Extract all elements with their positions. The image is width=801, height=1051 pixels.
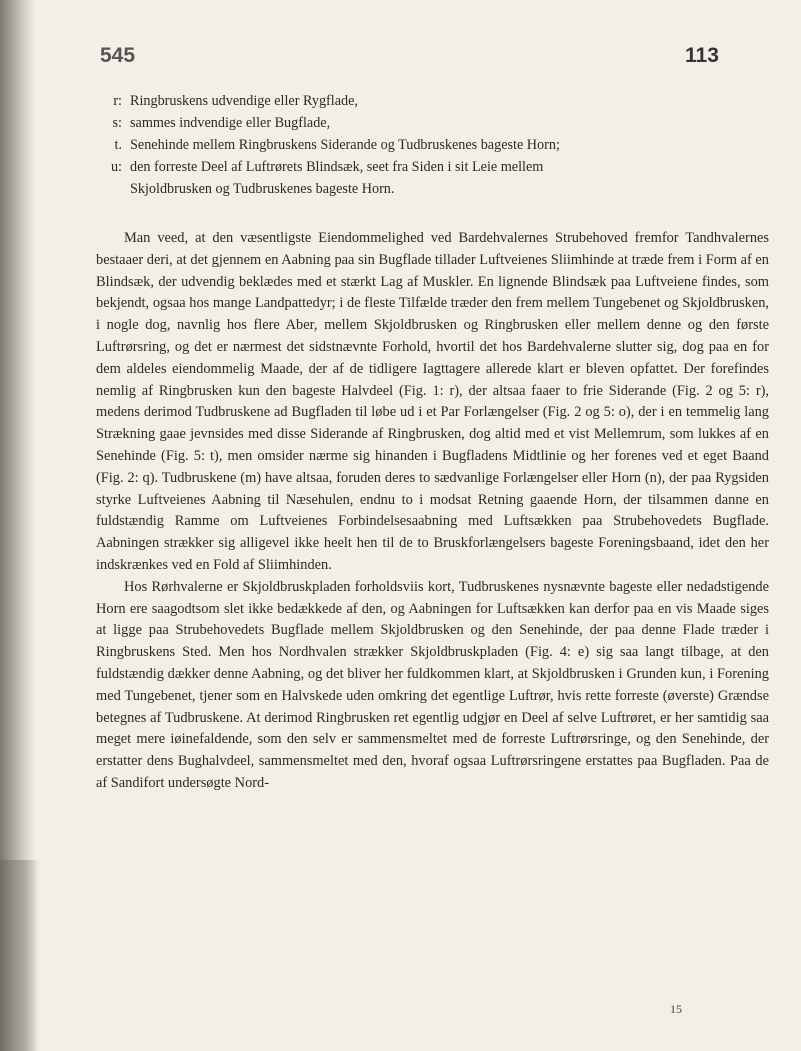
legend-text: den forreste Deel af Luftrørets Blindsæk, seet fra Siden i sit Leie mellem [130, 159, 544, 175]
legend-text: Senehinde mellem Ringbruskens Siderande og Tudbruskenes bageste Horn; [130, 137, 560, 153]
legend-key: s: [112, 115, 122, 131]
legend-item [96, 90, 760, 112]
legend-item [96, 134, 760, 156]
legend-key: r: [113, 93, 122, 109]
legend-continuation: Skjoldbrusken og Tudbruskenes bageste Horn. [130, 181, 395, 197]
legend-key: u: [110, 159, 122, 175]
legend-item [96, 112, 760, 134]
paragraph: Hos Rørhvalerne er Skjoldbruskpladen forholdsviis kort, Tudbruskenes nysnævnte bageste eller nedadstigende Horn ere saagodtsom slet ikke bedækkede af den, og Aabningen for Luftsækken kan derfor paa en vis Maade siges at ligge paa Strubehovedets Bugflade mellem Skjoldbrusken og den Senehinde, der paa denne Flade træder i Ringbruskens Sted. Men hos Nordhvalen strækker Skjoldbruskpladen (Fig. 4: e) sig saa langt tilbage, at den fuldstændig dækker denne Aabning, og det bliver her fuldkommen klart, at Skjoldbrusken i Grunden kun, i Forening med Tungebenet, tjener som en Halvskede uden omkring det egentlige Luftrør, hvis rette forreste (øverste) Grændse betegnes af Tudbruskene. At derimod Ringbrusken ret egentlig udgjør en Deel af selve Luftrøret, er her samtidig saa meget mere iøinefaldende, som den selv er sammensmeltet med de forreste Luftrørsringe, og den Senehinde, der erstatter dens Bughalvdeel, sammensmeltet med den, hvoraf ogsaa Luftrørsringene erstattes paa Bugfladen. Paa de af Sandifort undersøgte Nord- [96, 578, 769, 791]
body-text [96, 228, 769, 795]
legend-item [96, 156, 760, 178]
paragraph: Man veed, at den væsentligste Eiendommelighed ved Bardehvalernes Strubehoved fremfor Tandhvalernes bestaaer deri, at det gjennem en Aabning paa sin Bugflade tillader Luftveienes Sliimhinde at træde frem i Form af en Blindsæk, der udvendig beklædes med et stærkt Lag af Muskler. En lignende Blindsæk paa Luftveiene findes, som bekjendt, ogsaa hos mange Landpattedyr; i de fleste Tilfælde træder den frem mellem Tungebenet og Skjoldbrusken, i nogle dog, navnlig hos flere Aber, mellem Skjoldbrusken og Ringbrusken eller mellem denne og den første Luftrørsring, og det er nærmest det sidstnævnte Forhold, hvortil det hos Bardehvalerne slutter sig, dog paa en for dem aldeles eiendommelig Maade, der af de tidligere Iagttagere allerede klart er bleven opfattet. Der forefindes nemlig af Ringbrusken kun den bageste Halvdeel (Fig. 1: r), der altsaa faaer to frie Siderande (Fig. 2 og 5: r), medens derimod Tudbruskene ad Bugfladen til løbe ud i et Par Forlængelser (Fig. 2 og 5: o), der i en temmelig lang Strækning gaae jevnsides med disse Siderande af Ringbrusken, dog altid med et vist Mellemrum, som lukkes af en Senehinde (Fig. 5: t), men omsider nærme sig hinanden i Bugfladens Midtlinie og her forenes ved et eget Baand (Fig. 2: q). Tudbruskene (m) have altsaa, foruden deres to sædvanlige Forlængelser eller Horn (n), der paa Rygsiden styrke Luftveienes Aabning til Næsehulen, endnu to i modsat Retning gaaende Horn, der tilsammen danne en fuldstændig Ramme om Luftveienes Forbindelsesaabning med Luftsækken paa Strubehovedets Bugflade. Aabningen strækker sig alligevel ikke heelt hen til de to Bruskforlængelsers bageste Foreningsbaand, idet den her indskrænkes ved en Fold af Sliimhinden. [96, 230, 769, 573]
signature-mark: 15 [670, 1002, 682, 1016]
figure-legend [96, 90, 760, 200]
page-binding-shadow-lower [0, 860, 40, 1051]
legend-key: t. [114, 137, 122, 153]
page-number-left: 545 [100, 44, 136, 67]
legend-text: sammes indvendige eller Bugflade, [130, 115, 331, 131]
page-number-right: 113 [685, 44, 719, 67]
legend-text: Ringbruskens udvendige eller Rygflade, [130, 93, 358, 109]
